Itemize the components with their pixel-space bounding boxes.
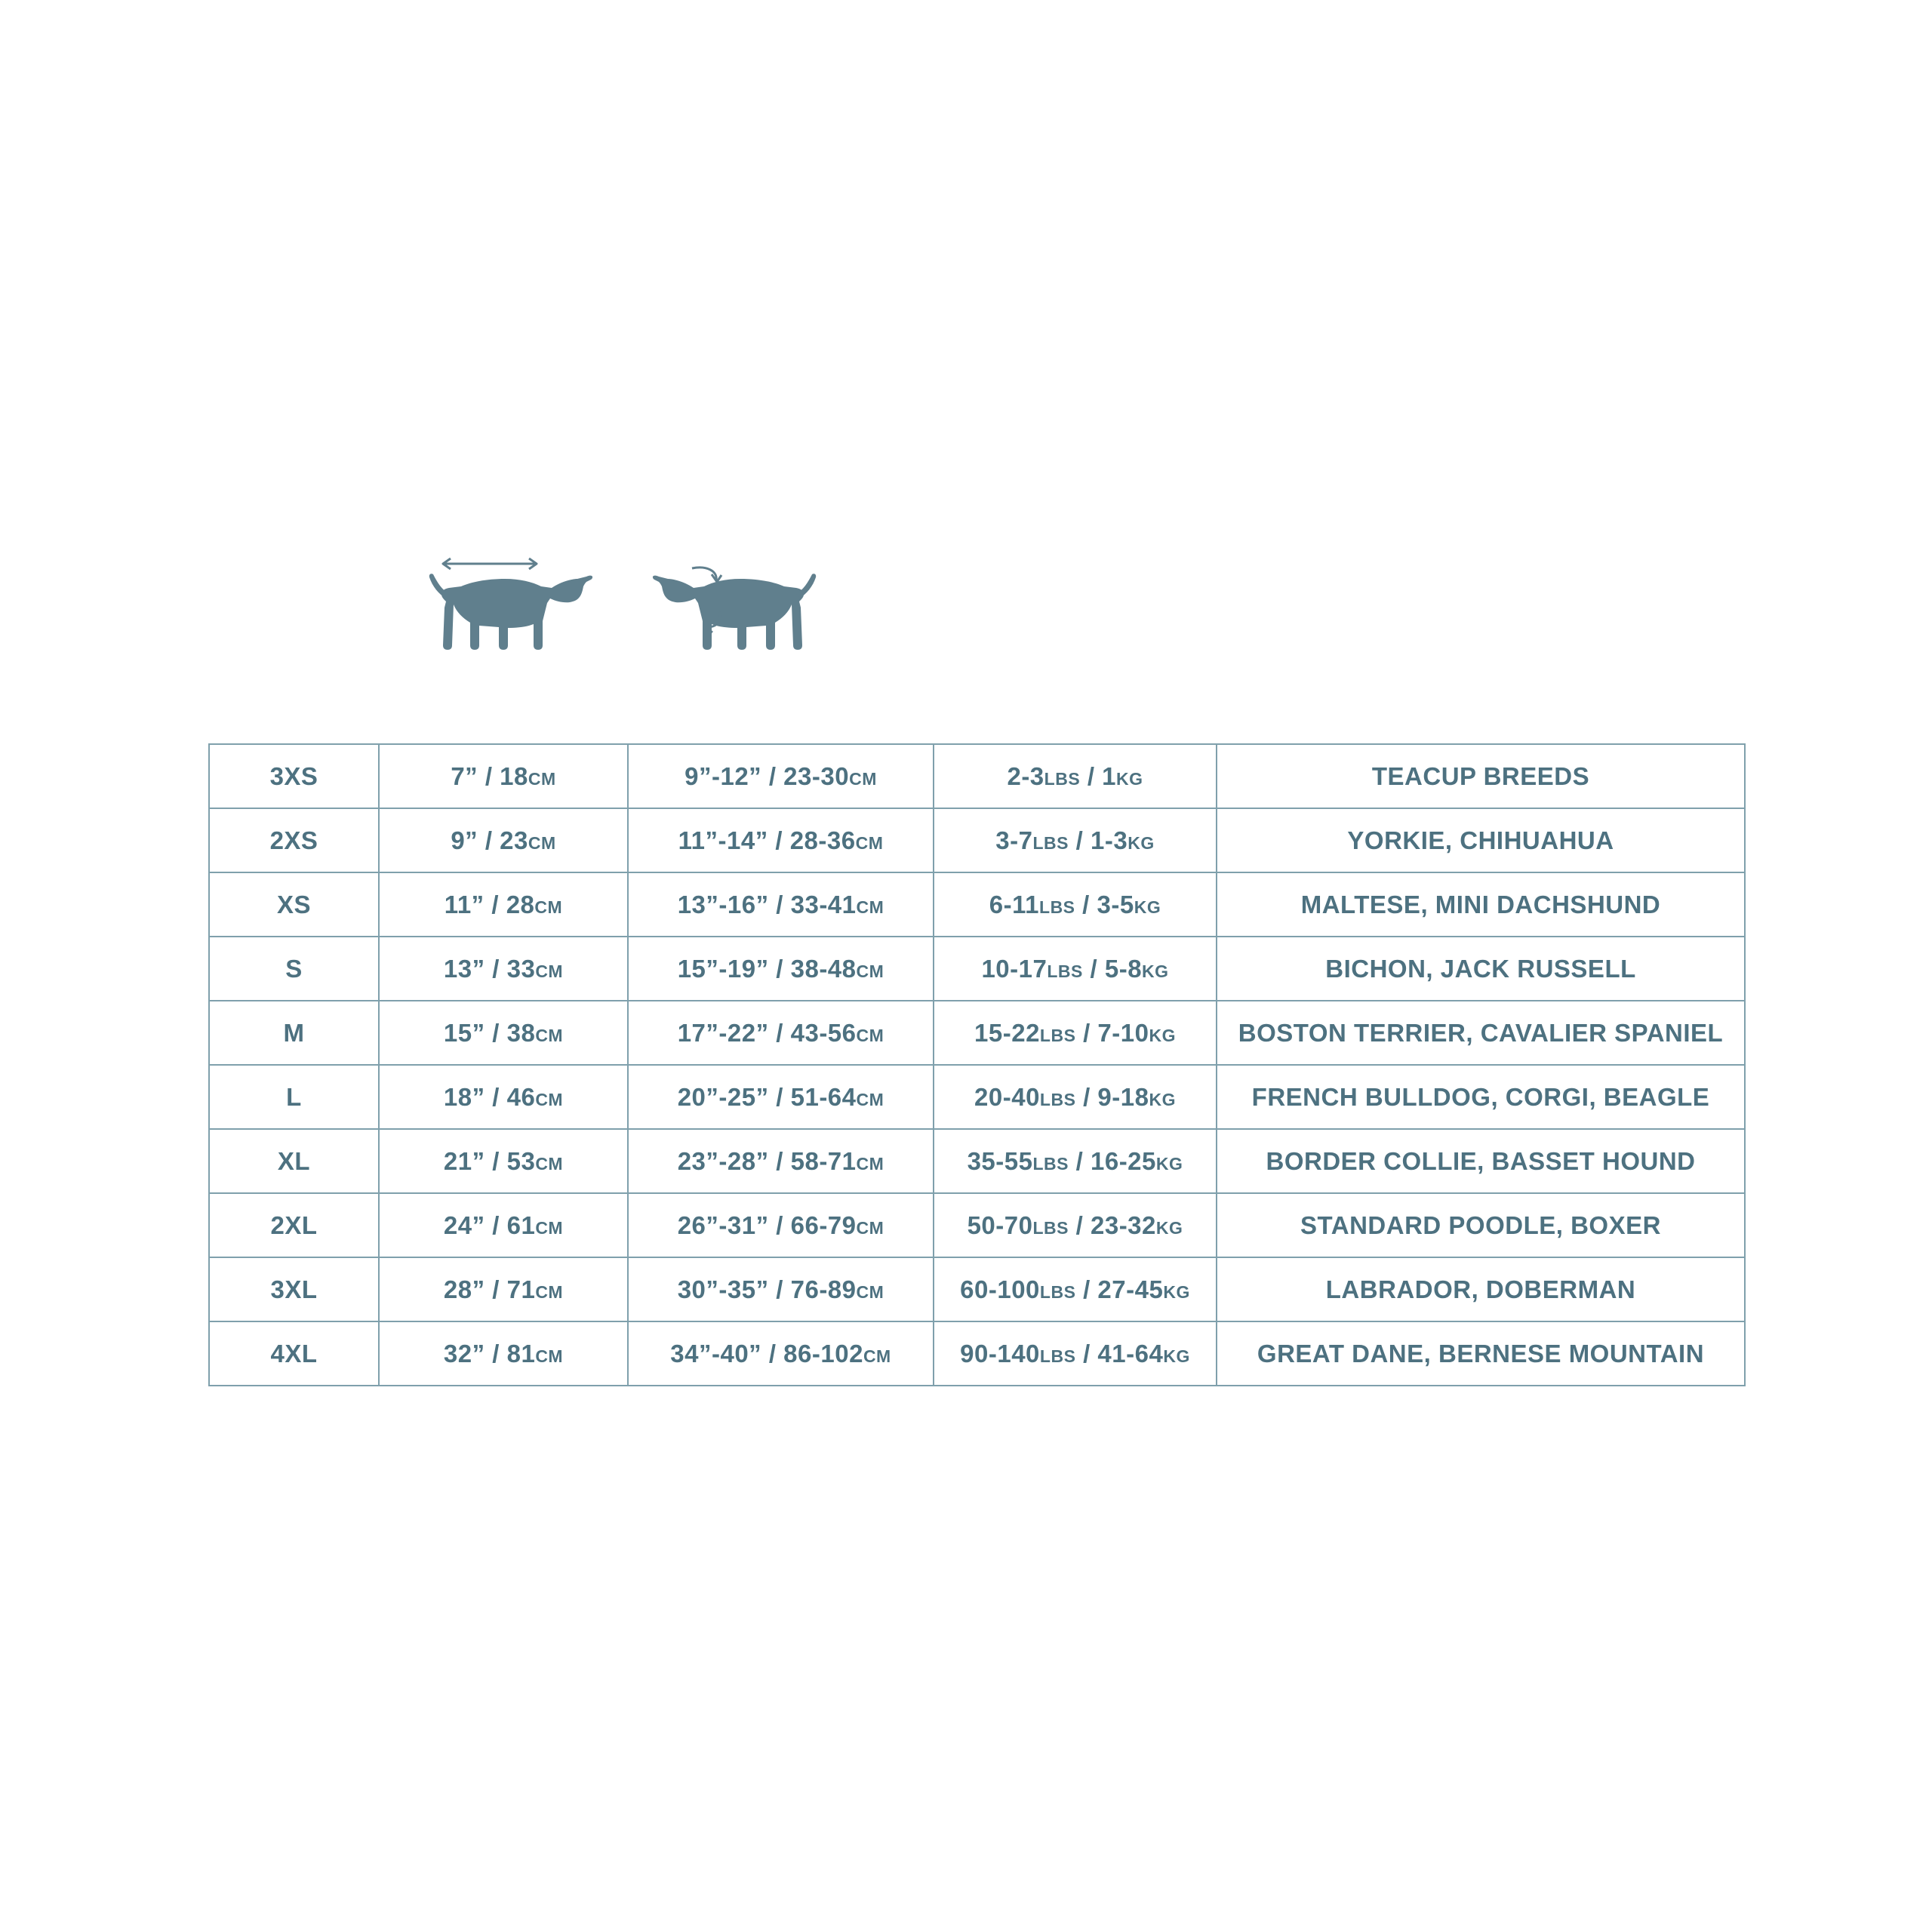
weight-value: 90-140 xyxy=(960,1339,1040,1367)
weight-unit-lbs: LBS xyxy=(1039,897,1075,917)
weight-value: 2-3 xyxy=(1007,761,1044,790)
cell-size: 2XS xyxy=(209,808,379,872)
chest-value: 15”-19” / 38-48 xyxy=(677,954,857,983)
chest-value: 30”-35” / 76-89 xyxy=(677,1275,857,1303)
chest-unit: CM xyxy=(856,1025,884,1045)
cell-weight xyxy=(934,1065,1217,1129)
weight-unit-kg: KG xyxy=(1142,961,1169,981)
cell-neck xyxy=(379,1065,628,1129)
cell-breeds: LABRADOR, DOBERMAN xyxy=(1217,1257,1745,1321)
table-row xyxy=(209,1065,1745,1129)
table-row xyxy=(209,744,1745,808)
neck-value: 21” / 53 xyxy=(443,1146,536,1175)
neck-unit: CM xyxy=(535,1089,564,1109)
cell-neck xyxy=(379,1129,628,1193)
neck-value: 28” / 71 xyxy=(443,1275,536,1303)
weight-mid: / 16-25 xyxy=(1068,1146,1156,1175)
weight-unit-kg: KG xyxy=(1149,1089,1176,1109)
weight-unit-lbs: LBS xyxy=(1047,961,1083,981)
weight-unit-kg: KG xyxy=(1155,1153,1183,1174)
cell-size: M xyxy=(209,1001,379,1065)
weight-unit-kg: KG xyxy=(1163,1281,1190,1302)
cell-neck xyxy=(379,1193,628,1257)
chest-value: 11”-14” / 28-36 xyxy=(678,826,856,854)
cell-chest xyxy=(628,872,934,937)
cell-size: XL xyxy=(209,1129,379,1193)
weight-unit-kg: KG xyxy=(1128,832,1155,853)
weight-value: 50-70 xyxy=(967,1211,1033,1239)
cell-breeds: BICHON, JACK RUSSELL xyxy=(1217,937,1745,1001)
length-measure-arrow xyxy=(443,558,537,569)
table-row xyxy=(209,1129,1745,1193)
chest-value: 17”-22” / 43-56 xyxy=(677,1018,857,1047)
weight-value: 3-7 xyxy=(995,826,1033,854)
chest-unit: CM xyxy=(863,1346,891,1366)
neck-value: 18” / 46 xyxy=(443,1082,536,1111)
neck-unit: CM xyxy=(535,1281,564,1302)
chest-value: 26”-31” / 66-79 xyxy=(677,1211,857,1239)
cell-breeds: BORDER COLLIE, BASSET HOUND xyxy=(1217,1129,1745,1193)
weight-unit-lbs: LBS xyxy=(1032,1153,1069,1174)
chest-unit: CM xyxy=(856,1153,884,1174)
neck-unit: CM xyxy=(535,1217,564,1238)
cell-chest xyxy=(628,1129,934,1193)
neck-value: 13” / 33 xyxy=(443,954,536,983)
weight-unit-lbs: LBS xyxy=(1039,1281,1076,1302)
weight-value: 15-22 xyxy=(974,1018,1040,1047)
cell-chest xyxy=(628,1193,934,1257)
cell-weight xyxy=(934,744,1217,808)
cell-neck xyxy=(379,1001,628,1065)
neck-value: 15” / 38 xyxy=(443,1018,536,1047)
chest-value: 34”-40” / 86-102 xyxy=(670,1339,863,1367)
weight-unit-lbs: LBS xyxy=(1044,768,1081,789)
cell-neck xyxy=(379,744,628,808)
weight-mid: / 23-32 xyxy=(1068,1211,1156,1239)
cell-size: XS xyxy=(209,872,379,937)
neck-unit: CM xyxy=(535,1153,564,1174)
neck-value: 9” / 23 xyxy=(451,826,528,854)
neck-unit: CM xyxy=(535,1346,564,1366)
cell-breeds: GREAT DANE, BERNESE MOUNTAIN xyxy=(1217,1321,1745,1386)
cell-neck xyxy=(379,937,628,1001)
chest-value: 13”-16” / 33-41 xyxy=(677,890,857,918)
cell-breeds: STANDARD POODLE, BOXER xyxy=(1217,1193,1745,1257)
cell-weight xyxy=(934,1193,1217,1257)
chest-value: 9”-12” / 23-30 xyxy=(685,761,850,790)
table-row xyxy=(209,1193,1745,1257)
cell-breeds: YORKIE, CHIHUAHUA xyxy=(1217,808,1745,872)
cell-neck xyxy=(379,1257,628,1321)
table-row xyxy=(209,872,1745,937)
weight-mid: / 27-45 xyxy=(1075,1275,1164,1303)
weight-unit-lbs: LBS xyxy=(1032,1217,1069,1238)
chest-unit: CM xyxy=(856,1089,884,1109)
cell-breeds: MALTESE, MINI DACHSHUND xyxy=(1217,872,1745,937)
weight-mid: / 41-64 xyxy=(1075,1339,1164,1367)
weight-mid: / 7-10 xyxy=(1075,1018,1149,1047)
chest-unit: CM xyxy=(856,1217,884,1238)
cell-weight xyxy=(934,1257,1217,1321)
cell-breeds: BOSTON TERRIER, CAVALIER SPANIEL xyxy=(1217,1001,1745,1065)
neck-value: 11” / 28 xyxy=(444,890,535,918)
weight-mid: / 9-18 xyxy=(1075,1082,1149,1111)
weight-unit-lbs: LBS xyxy=(1039,1025,1076,1045)
weight-value: 20-40 xyxy=(974,1082,1040,1111)
size-table-body xyxy=(209,744,1745,1386)
weight-mid: / 1 xyxy=(1080,761,1117,790)
neck-unit: CM xyxy=(528,832,556,853)
dog-girth-view-silhouette xyxy=(653,574,816,650)
weight-unit-lbs: LBS xyxy=(1032,832,1069,853)
neck-value: 7” / 18 xyxy=(451,761,528,790)
chest-unit: CM xyxy=(856,1281,884,1302)
weight-mid: / 3-5 xyxy=(1075,890,1134,918)
cell-size: L xyxy=(209,1065,379,1129)
weight-mid: / 5-8 xyxy=(1082,954,1143,983)
cell-chest xyxy=(628,1065,934,1129)
weight-mid: / 1-3 xyxy=(1069,826,1128,854)
cell-weight xyxy=(934,937,1217,1001)
cell-neck xyxy=(379,1321,628,1386)
chest-unit: CM xyxy=(849,768,877,789)
size-table-container xyxy=(208,743,1744,1386)
dog-side-view-silhouette xyxy=(429,574,592,650)
neck-unit: CM xyxy=(534,897,563,917)
table-row xyxy=(209,1001,1745,1065)
weight-unit-kg: KG xyxy=(1163,1346,1190,1366)
cell-weight xyxy=(934,1321,1217,1386)
cell-chest xyxy=(628,808,934,872)
weight-unit-lbs: LBS xyxy=(1039,1089,1076,1109)
cell-chest xyxy=(628,1257,934,1321)
cell-breeds: FRENCH BULLDOG, CORGI, BEAGLE xyxy=(1217,1065,1745,1129)
chest-unit: CM xyxy=(855,832,884,853)
weight-unit-kg: KG xyxy=(1149,1025,1176,1045)
cell-chest xyxy=(628,1001,934,1065)
neck-unit: CM xyxy=(535,961,564,981)
size-table xyxy=(208,743,1746,1386)
cell-chest xyxy=(628,1321,934,1386)
cell-chest xyxy=(628,744,934,808)
weight-value: 35-55 xyxy=(967,1146,1033,1175)
chest-value: 20”-25” / 51-64 xyxy=(677,1082,857,1111)
neck-value: 24” / 61 xyxy=(443,1211,536,1239)
cell-weight xyxy=(934,1129,1217,1193)
cell-weight xyxy=(934,808,1217,872)
weight-unit-kg: KG xyxy=(1134,897,1161,917)
cell-weight xyxy=(934,872,1217,937)
weight-value: 10-17 xyxy=(981,954,1048,983)
cell-breeds: TEACUP BREEDS xyxy=(1217,744,1745,808)
table-row xyxy=(209,1321,1745,1386)
cell-size: 2XL xyxy=(209,1193,379,1257)
cell-size: 4XL xyxy=(209,1321,379,1386)
cell-size: 3XS xyxy=(209,744,379,808)
cell-size: 3XL xyxy=(209,1257,379,1321)
cell-chest xyxy=(628,937,934,1001)
cell-weight xyxy=(934,1001,1217,1065)
cell-neck xyxy=(379,808,628,872)
weight-unit-kg: KG xyxy=(1155,1217,1183,1238)
table-row xyxy=(209,1257,1745,1321)
chest-unit: CM xyxy=(856,961,884,981)
chest-unit: CM xyxy=(856,897,884,917)
chest-value: 23”-28” / 58-71 xyxy=(677,1146,857,1175)
weight-unit-lbs: LBS xyxy=(1039,1346,1076,1366)
dog-measurement-illustration xyxy=(426,555,819,717)
cell-size: S xyxy=(209,937,379,1001)
neck-value: 32” / 81 xyxy=(443,1339,536,1367)
neck-unit: CM xyxy=(535,1025,564,1045)
weight-unit-kg: KG xyxy=(1116,768,1143,789)
weight-value: 60-100 xyxy=(960,1275,1040,1303)
weight-value: 6-11 xyxy=(989,890,1040,918)
cell-neck xyxy=(379,872,628,937)
neck-unit: CM xyxy=(528,768,556,789)
table-row xyxy=(209,808,1745,872)
table-row xyxy=(209,937,1745,1001)
